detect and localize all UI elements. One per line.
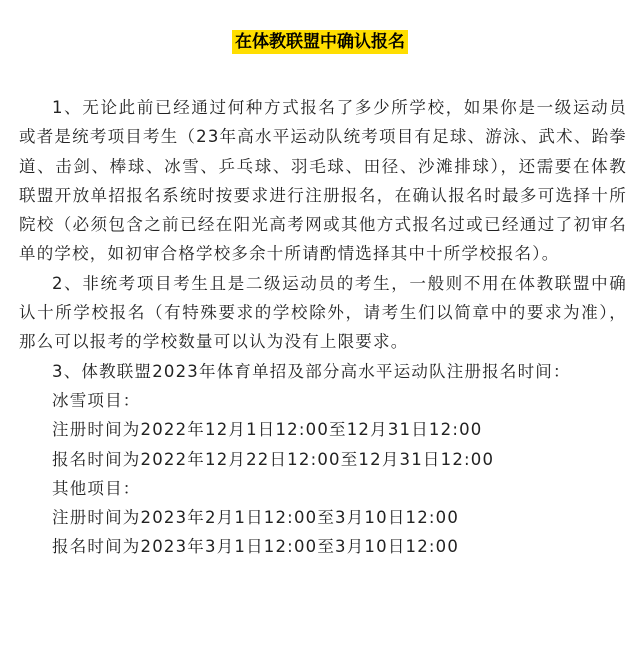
paragraph-2: 2、非统考项目考生且是二级运动员的考生，一般则不用在体教联盟中确认十所学校报名（有特殊要求的学校除外，请考生们以简章中的要求为准），那么可以报考的学校数量可以认为没有上限要求。	[19, 273, 627, 352]
page-title: 在体教联盟中确认报名	[232, 30, 408, 54]
winter-register-time: 注册时间为2022年12月1日12:00至12月31日12:00	[52, 420, 483, 440]
other-apply-time: 报名时间为2023年3月1日12:00至3月10日12:00	[52, 537, 460, 557]
paragraph-1: 1、无论此前已经通过何种方式报名了多少所学校，如果你是一级运动员或者是统考项目考生（23年高水平运动队统考项目有足球、游泳、武术、跆拳道、击剑、棒球、冰雪、乒乓球、羽毛球、田径、沙滩排球），还需要在体教联盟开放单招报名系统时按要求进行注册报名，在确认报名时最多可选择十所院校（必须包含之前已经在阳光高考网或其他方式报名过或已经通过了初审名单的学校，如初审合格学校多余十所请酌情选择其中十所学校报名）。	[19, 98, 627, 264]
winter-label: 冰雪项目：	[52, 390, 141, 410]
other-register-time: 注册时间为2023年2月1日12:00至3月10日12:00	[52, 508, 460, 528]
other-label: 其他项目：	[52, 478, 141, 498]
paragraph-3: 3、体教联盟2023年体育单招及部分高水平运动队注册报名时间：	[52, 361, 571, 381]
winter-apply-time: 报名时间为2022年12月22日12:00至12月31日12:00	[52, 449, 495, 469]
article-body	[19, 93, 627, 562]
title-container	[0, 30, 640, 54]
